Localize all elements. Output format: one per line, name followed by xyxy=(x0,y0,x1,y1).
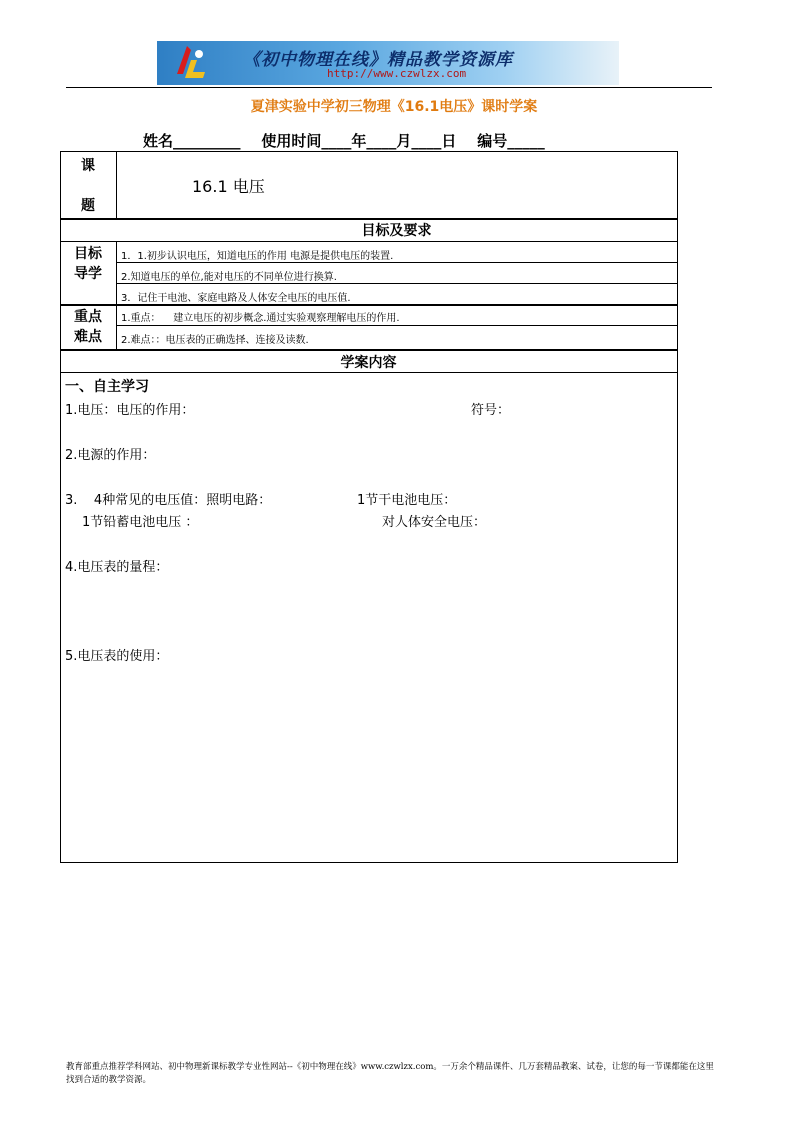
section-heading: 一、自主学习 xyxy=(65,379,149,395)
topic-value: 16.1 电压 xyxy=(192,177,265,196)
header-rule xyxy=(66,87,712,88)
question-3-battery: 1节干电池电压： xyxy=(357,493,457,508)
goal-item: 3．记住干电池、家庭电路及人体安全电压的电压值. xyxy=(121,293,351,304)
content-header: 学案内容 xyxy=(340,355,397,371)
key-point-item: 1.重点： 建立电压的初步概念.通过实验观察理解电压的作用. xyxy=(121,313,400,324)
student-info-line: 姓名_________ 使用时间____年____月____日 编号_____ xyxy=(143,132,545,150)
question-4: 4.电压表的量程： xyxy=(65,560,169,575)
question-3-lead-battery: 1节铅蓄电池电压 ： xyxy=(82,515,199,530)
goals-rule xyxy=(60,241,677,242)
key-divider xyxy=(116,304,117,350)
banner-title: 《初中物理在线》精品教学资源库 xyxy=(243,50,513,70)
question-3: 3. 4种常见的电压值：照明电路： xyxy=(65,493,272,508)
footer-note: 教育部重点推荐学科网站、初中物理新课标教学专业性网站--《初中物理在线》www.czwlzx.com。一万余个精品课件、几万套精品教案、试卷，让您的每一节课都能在这里找到合适的教学资源。 xyxy=(66,1062,714,1085)
logo-icon xyxy=(169,44,209,82)
key-rule xyxy=(116,325,677,326)
question-1: 1.电压：电压的作用： xyxy=(65,403,195,418)
topic-label: 课 题 xyxy=(81,158,95,214)
goals-header: 目标及要求 xyxy=(361,223,432,239)
goals-rule xyxy=(116,283,677,284)
question-1-symbol: 符号： xyxy=(471,403,511,418)
content-rule xyxy=(60,372,677,373)
document-title: 夏津实验中学初三物理《16.1电压》课时学案 xyxy=(250,99,538,115)
goals-rule xyxy=(116,262,677,263)
topic-row xyxy=(60,151,678,220)
question-3-safe-voltage: 对人体安全电压： xyxy=(382,515,487,530)
content-block xyxy=(60,349,678,863)
question-2: 2.电源的作用： xyxy=(65,448,156,463)
key-points-label: 重点 难点 xyxy=(74,309,102,345)
goal-item: 2.知道电压的单位,能对电压的不同单位进行换算. xyxy=(121,272,337,283)
topic-divider xyxy=(116,151,117,219)
goal-item: 1．1.初步认识电压，知道电压的作用 电源是提供电压的装置. xyxy=(121,251,394,262)
goals-label: 目标 导学 xyxy=(74,246,102,282)
header-banner xyxy=(157,41,619,85)
question-5: 5.电压表的使用： xyxy=(65,649,169,664)
banner-url[interactable]: http://www.czwlzx.com xyxy=(327,67,467,80)
goals-divider xyxy=(116,241,117,305)
key-point-item: 2.难点：：电压表的正确选择、连接及读数. xyxy=(121,335,309,346)
